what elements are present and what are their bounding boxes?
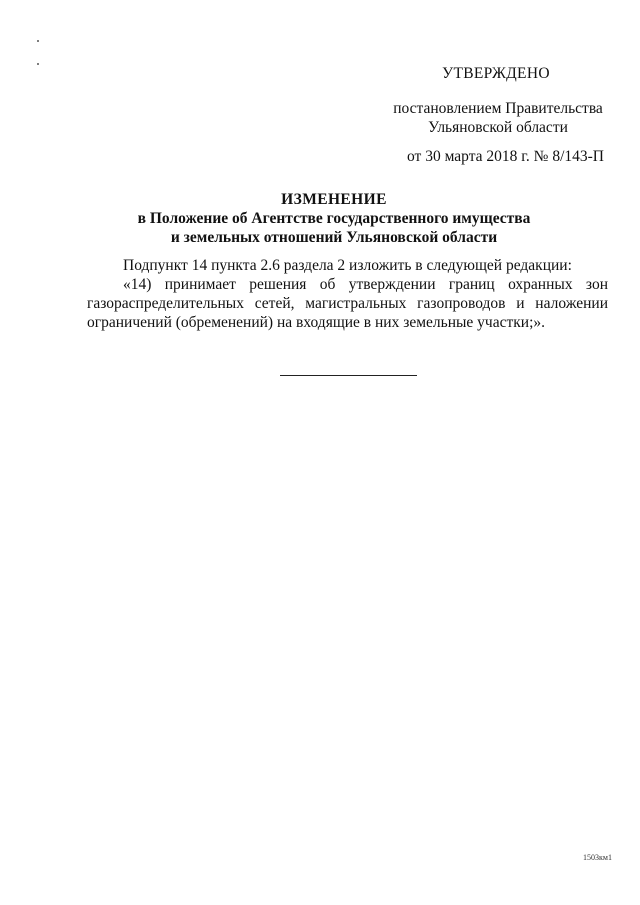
document-heading <box>0 190 640 247</box>
end-separator-line <box>280 375 417 376</box>
scan-speck <box>37 40 39 42</box>
body-paragraph-1: Подпункт 14 пункта 2.6 раздела 2 изложить в следующей редакции: <box>123 257 572 274</box>
footer-document-code: 1503км1 <box>583 853 612 862</box>
scan-speck <box>37 63 39 65</box>
approval-line-1: постановлением Правительства <box>393 100 603 117</box>
heading-subtitle-1: в Положение об Агентстве государственного имущества <box>137 210 531 227</box>
approval-title: УТВЕРЖДЕНО <box>442 65 550 82</box>
approval-stamp-block <box>380 64 620 166</box>
heading-subtitle-2: и земельных отношений Ульяновской области <box>170 229 498 246</box>
body-paragraph-2: «14) принимает решения об утверждении границ охранных зон газораспределительных сетей, магистральных газопроводов и наложении ограничений (обременений) на входящие в них земельные участки;». <box>87 276 608 331</box>
document-body <box>87 256 608 332</box>
heading-title: ИЗМЕНЕНИЕ <box>281 191 387 208</box>
approval-authority <box>388 99 608 137</box>
approval-line-2: Ульяновской области <box>428 119 568 136</box>
approval-date: от 30 марта 2018 г. № 8/143-П <box>407 148 604 165</box>
